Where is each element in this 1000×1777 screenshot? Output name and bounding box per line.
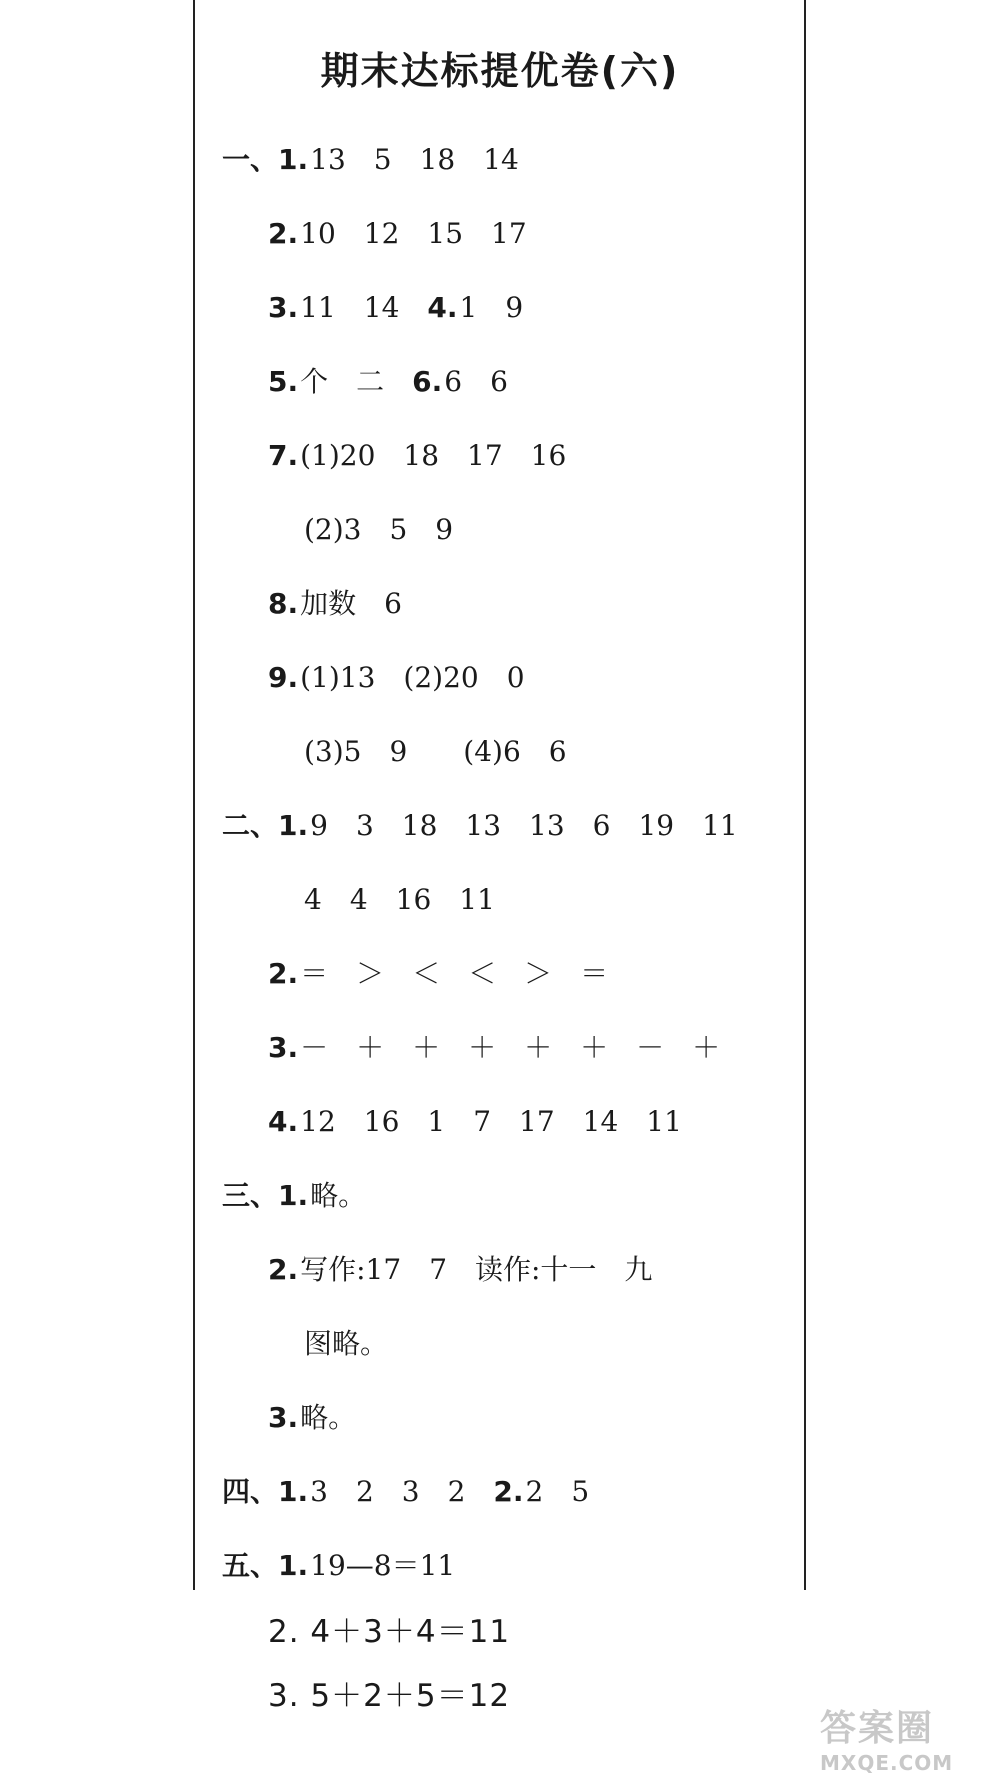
answer-row: 2.10 12 15 17 xyxy=(268,217,527,250)
answer-row: 3.11 14 4.1 9 xyxy=(268,291,524,324)
answer-row: 二、1.9 3 18 13 13 6 19 11 xyxy=(222,809,738,842)
left-border-line xyxy=(193,0,195,1590)
answer-row: 图略。 xyxy=(304,1327,389,1360)
site-watermark: 答案圈 MXQE.COM xyxy=(820,1708,954,1775)
answer-row: 3.－ ＋ ＋ ＋ ＋ ＋ － ＋ xyxy=(268,1031,721,1064)
answer-row: 三、1.略。 xyxy=(222,1179,367,1212)
right-border-line xyxy=(804,0,806,1590)
answer-row: 4 4 16 11 xyxy=(304,883,495,916)
answer-row: 四、1.3 2 3 2 2.2 5 xyxy=(222,1475,590,1508)
page-title: 期末达标提优卷(六) xyxy=(320,49,680,93)
answer-row: 五、1.19—8＝11 xyxy=(222,1549,456,1582)
answer-row: 3. 5＋2＋5＝12 xyxy=(268,1678,511,1714)
answer-row: 3.略。 xyxy=(268,1401,357,1434)
answer-row: 2.写作:17 7 读作:十一 九 xyxy=(268,1253,653,1286)
answer-row: 9.(1)13 (2)20 0 xyxy=(268,661,525,694)
answer-row: 7.(1)20 18 17 16 xyxy=(268,439,567,472)
answer-row: (2)3 5 9 xyxy=(304,513,454,546)
answer-row: 8.加数 6 xyxy=(268,587,402,620)
answer-row: 一、1.13 5 18 14 xyxy=(222,143,519,176)
answer-row: 5.个 二 6.6 6 xyxy=(268,365,508,398)
answer-row: 2. 4＋3＋4＝11 xyxy=(268,1614,511,1650)
answer-row: (3)5 9 (4)6 6 xyxy=(304,735,567,768)
answer-row: 4.12 16 1 7 17 14 11 xyxy=(268,1105,682,1138)
answer-row: 2.＝ ＞ ＜ ＜ ＞ ＝ xyxy=(268,957,609,990)
